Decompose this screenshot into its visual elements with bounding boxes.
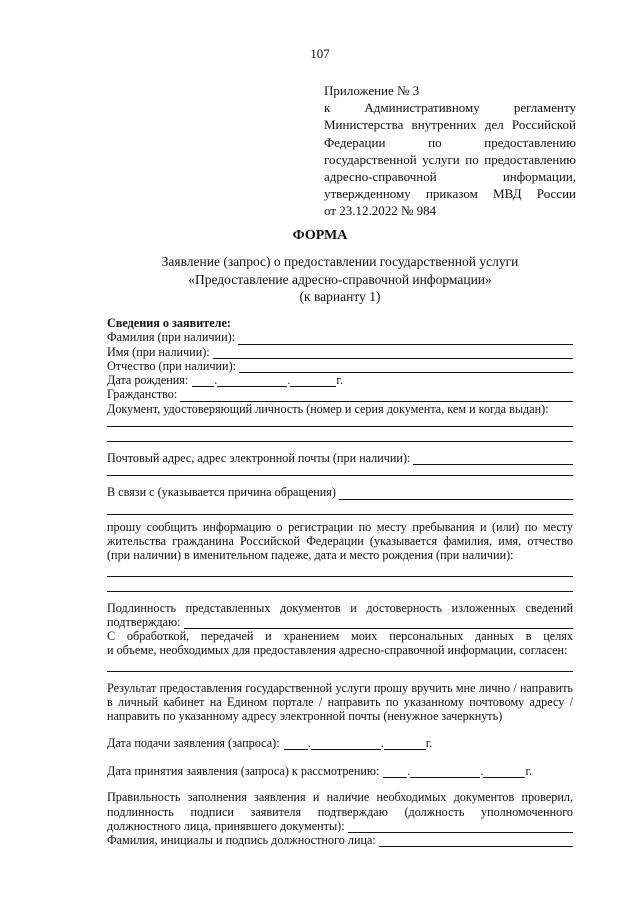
appendix-line: адресно-справочной информации, (324, 168, 576, 184)
appendix-block (324, 82, 576, 220)
consent-line: С обработкой, передачей и хранением моих персональных данных в целях (107, 629, 573, 644)
request-field[interactable] (107, 566, 573, 577)
reason-row (107, 485, 573, 499)
patronymic-row (107, 359, 573, 373)
postal-address-row (107, 451, 573, 465)
appendix-line: Приложение № 3 (324, 83, 420, 98)
birth-date-row: Дата рождения: . . г. (107, 373, 344, 388)
appendix-line: Федерации по предоставлению (324, 134, 576, 150)
verification-line: Правильность заполнения заявления и наличие необходимых документов проверил, (107, 790, 573, 805)
authenticity-row (107, 615, 573, 629)
result-paragraph (107, 681, 573, 724)
result-line: в личный кабинет на Едином портале / направить по указанному почтовому адресу / (107, 695, 573, 710)
postal-address-label: Почтовый адрес, адрес электронной почты (при наличии): (107, 451, 411, 466)
birth-month-field[interactable] (217, 376, 287, 387)
id-document-field[interactable] (107, 416, 573, 427)
acceptance-day-field[interactable] (383, 767, 407, 778)
submission-year-field[interactable] (384, 739, 426, 750)
patronymic-field[interactable] (239, 362, 573, 373)
reason-field[interactable] (339, 489, 573, 500)
request-line: жительства гражданина Российской Федерации (указывается фамилия, имя, отчество (107, 533, 573, 548)
name-row (107, 345, 573, 359)
official-signature-label: Фамилия, инициалы и подпись должностного лица: (107, 833, 376, 848)
birth-year-field[interactable] (290, 376, 336, 387)
form-body (107, 316, 573, 847)
appendix-line: Министерства внутренних дел Российской (324, 117, 576, 133)
request-line: (при наличии) в именительном падеже, дата и место рождения (при наличии): (107, 548, 514, 563)
reason-field[interactable] (107, 504, 573, 515)
surname-field[interactable] (238, 334, 573, 345)
request-field[interactable] (107, 581, 573, 592)
form-label: ФОРМА (292, 228, 348, 243)
heading-line: «Предоставление адресно-справочной информации» (188, 271, 492, 287)
appendix-line: к Административному регламенту (324, 100, 576, 116)
acceptance-year-field[interactable] (483, 767, 525, 778)
name-field[interactable] (213, 348, 573, 359)
page-number: 107 (310, 46, 330, 61)
request-line: прошу сообщить информацию о регистрации по месту пребывания и (или) по месту (107, 519, 573, 534)
birth-year-suffix: г. (336, 373, 344, 388)
heading-line: Заявление (запрос) о предоставлении государственной услуги (161, 254, 519, 269)
authenticity-signature-field[interactable] (184, 618, 574, 629)
citizenship-label: Гражданство: (107, 387, 178, 402)
patronymic-label: Отчество (при наличии): (107, 358, 237, 373)
authenticity-line: Подлинность представленных документов и достоверность изложенных сведений (107, 600, 573, 615)
result-line: направить по указанному адресу электронной почты (ненужное зачеркнуть) (107, 709, 503, 724)
surname-row (107, 330, 573, 344)
submission-date-row: Дата подачи заявления (запроса): . . г. (107, 735, 433, 750)
birth-date-label: Дата рождения: (107, 373, 189, 388)
id-document-label: Документ, удостоверяющий личность (номер и серия документа, кем и когда выдан): (107, 401, 549, 416)
result-line: Результат предоставления государственной услуги прошу вручить мне лично / направить (107, 680, 573, 695)
citizenship-field[interactable] (180, 391, 573, 402)
form-heading (0, 253, 640, 306)
reason-label: В связи с (указывается причина обращения) (107, 485, 336, 500)
authenticity-label: подтверждаю: (107, 614, 181, 629)
id-document-field[interactable] (107, 431, 573, 442)
submission-month-field[interactable] (311, 739, 381, 750)
submission-date-label: Дата подачи заявления (запроса): (107, 735, 280, 750)
consent-paragraph (107, 629, 573, 658)
acceptance-date-row: Дата принятия заявления (запроса) к рассмотрению: . . г. (107, 763, 533, 778)
appendix-line: утвержденному приказом МВД России (324, 186, 576, 202)
acceptance-year-suffix: г. (525, 763, 533, 778)
appendix-line: государственной услуги по предоставлению (324, 151, 576, 167)
verification-paragraph (107, 790, 573, 819)
verification-field[interactable] (348, 822, 573, 833)
submission-day-field[interactable] (284, 739, 308, 750)
verification-label: должностного лица, принявшего документы): (107, 818, 345, 833)
verification-line: подлинность подписи заявителя подтверждаю (должность уполномоченного (107, 804, 573, 819)
acceptance-date-label: Дата принятия заявления (запроса) к рассмотрению: (107, 763, 380, 778)
request-paragraph (107, 520, 573, 563)
postal-address-field[interactable] (107, 465, 573, 476)
official-signature-field[interactable] (379, 836, 573, 847)
heading-line: (к варианту 1) (299, 289, 381, 304)
submission-year-suffix: г. (425, 735, 433, 750)
authenticity-paragraph (107, 601, 573, 615)
surname-label: Фамилия (при наличии): (107, 330, 236, 345)
citizenship-row (107, 387, 573, 401)
acceptance-month-field[interactable] (410, 767, 480, 778)
applicant-section-title: Сведения о заявителе: (107, 316, 231, 330)
appendix-line: от 23.12.2022 № 984 (324, 203, 437, 219)
birth-day-field[interactable] (192, 376, 214, 387)
postal-address-field[interactable] (413, 454, 573, 465)
official-signature-row (107, 833, 573, 847)
name-label: Имя (при наличии): (107, 344, 210, 359)
consent-signature-field[interactable] (107, 661, 573, 672)
verification-row (107, 819, 573, 833)
consent-line: и объеме, необходимых для предоставления адресно-справочной информации, согласен: (107, 643, 568, 658)
